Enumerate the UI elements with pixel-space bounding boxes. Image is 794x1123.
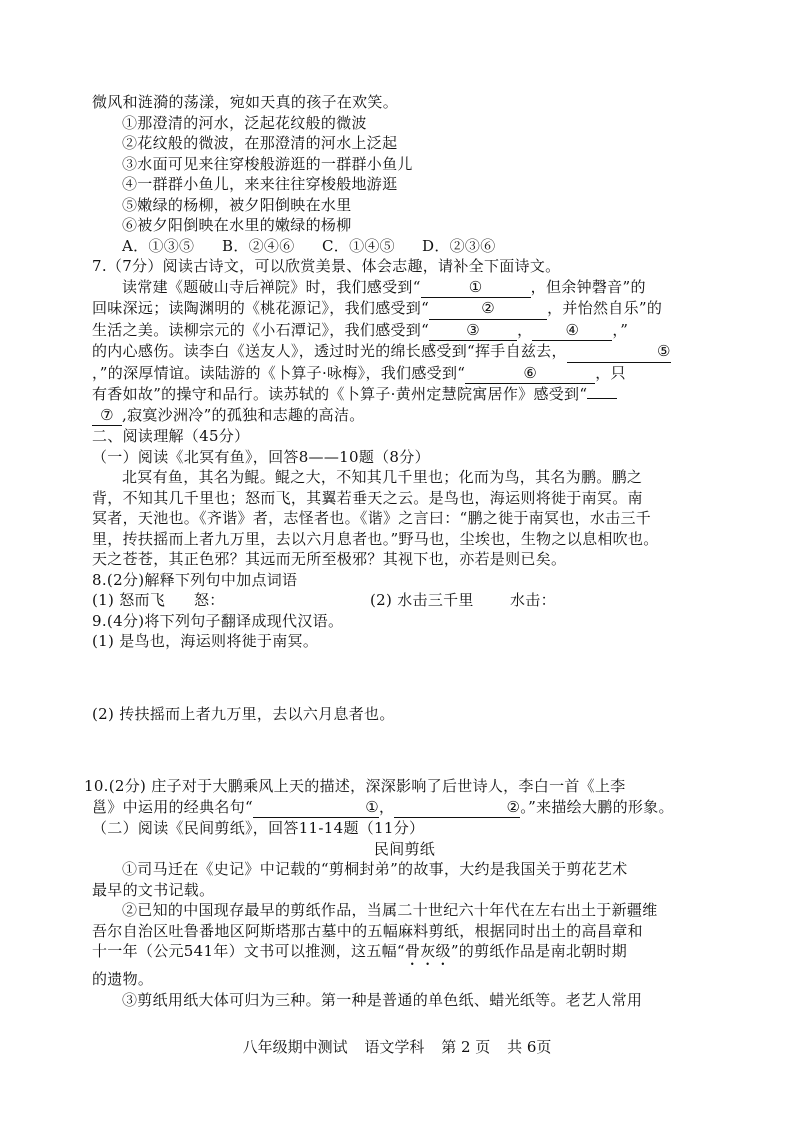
footer-grade: 八年级期中测试: [242, 1038, 348, 1056]
q8-a-answer[interactable]: 怒：: [194, 591, 225, 609]
q7-line: ，”的深厚情谊。读陆游的《卜算子·咏梅》，我们感受到“ ⑥ ，只: [92, 363, 717, 385]
passage-title: 民间剪纸: [373, 839, 436, 858]
q8-title: 8.(2分)解释下列句中加点词语: [92, 570, 298, 589]
passage-line: 冥者，天池也。《齐谐》者，志怪者也。《谐》之言曰：“鹏之徙于南冥也，水击三千: [92, 509, 652, 527]
passage-line: ②已知的中国现存最早的剪纸作品，当属二十世纪六十年代在左右出土于新疆维: [122, 901, 658, 919]
blank-5[interactable]: ⑤: [567, 341, 671, 363]
q6-stem-tail: 微风和涟漪的荡漾，宛如天真的孩子在欢笑。: [92, 93, 399, 111]
q6-options: [92, 236, 717, 257]
footer-subject: 语文学科: [364, 1038, 425, 1056]
q9-answer-area-2[interactable]: [92, 724, 717, 776]
section-2-heading: 二、阅读理解（45分）: [92, 427, 250, 445]
q8-b-answer[interactable]: 水击：: [510, 591, 556, 609]
q6-option-a: A．①③⑤: [122, 236, 195, 255]
q6-option-c: C．①④⑤: [322, 236, 395, 255]
q6-option-b: B．②④⑥: [222, 236, 295, 255]
passage-line: 天之苍苍，其正色邪？其远而无所至极邪？其视下也，亦若是则已矣。: [92, 550, 567, 568]
q7-line: 读常建《题破山寺后禅院》时，我们感受到“ ① ，但余钟磬音”的: [92, 277, 717, 299]
q6-item: ⑥被夕阳倒映在水里的嫩绿的杨柳: [122, 216, 352, 234]
passage-line: 北冥有鱼，其名为鲲。鲲之大，不知其几千里也；化而为鸟，其名为鹏。鹏之: [122, 468, 643, 486]
blank-1[interactable]: ①: [421, 277, 531, 299]
q6-option-d: D．②③⑥: [422, 236, 496, 255]
part-1-heading: （一）阅读《北冥有鱼》，回答8——10题（8分）: [92, 447, 430, 466]
part-2-heading: （二）阅读《民间剪纸》，回答11-14题（11分）: [92, 819, 425, 837]
q6-items: [92, 113, 717, 236]
passage-line: 里，抟扶摇而上者九万里，去以六月息者也。”野马也，尘埃也，生物之以息相吹也。: [92, 529, 659, 548]
blank-4[interactable]: ④: [532, 320, 612, 342]
q10-line-1: 10.(2分) 庄子对于大鹏乘风上天的描述，深深影响了后世诗人，李白一首《上李: [84, 777, 626, 795]
passage-line: 的遗物。: [92, 970, 154, 988]
q10-line-2: 邕》中运用的经典名句“ ①， ②。”来描绘大鹏的形象。: [92, 797, 717, 819]
q7-line: 生活之美。读柳宗元的《小石潭记》，我们感受到“ ③ ， ④ ，”: [92, 320, 717, 342]
q9-title: 9.(4分)将下列句子翻译成现代汉语。: [92, 611, 344, 630]
q8-items: [92, 590, 717, 611]
blank-7-start[interactable]: [587, 398, 617, 399]
footer-total: 共 6页: [507, 1038, 552, 1056]
passage-line: 吾尔自治区吐鲁番地区阿斯塔那古墓中的五幅麻料剪纸，根据同时出土的高昌章和: [92, 921, 643, 940]
passage-line: ①司马迁在《史记》中记载的“剪桐封弟”的故事，大约是我国关于剪花艺术: [122, 860, 628, 878]
footer-page: 第 2 页: [441, 1038, 491, 1056]
q7-line: 的内心感伤。读李白《送友人》，透过时光的绵长感受到“挥手自兹去， ⑤: [92, 341, 717, 363]
passage-beiming: [92, 467, 717, 570]
blank-2[interactable]: ②: [429, 298, 547, 320]
blank-6[interactable]: ⑥: [465, 363, 595, 385]
q6-item: ③水面可见来往穿梭般游逛的一群群小鱼儿: [122, 154, 413, 173]
q6-item: ②花纹般的微波，在那澄清的河水上泛起: [122, 134, 398, 152]
q10-blank-1[interactable]: ①: [253, 797, 379, 819]
q9-sentence-1: (1) 是鸟也，海运则将徙于南冥。: [92, 632, 319, 650]
passage-line: 十一年（公元541年）文书可以推测，这五幅“骨灰级”的剪纸作品是南北朝时期: [92, 942, 628, 960]
q8-a-label: (1) 怒而飞: [92, 591, 166, 609]
q10-blank-2[interactable]: ②: [394, 797, 520, 819]
blank-3[interactable]: ③: [429, 320, 517, 342]
passage-line: ③剪纸用纸大体可归为三种。第一种是普通的单色纸、蜡光纸等。老艺人常用: [122, 990, 643, 1009]
blank-7[interactable]: ⑦: [92, 405, 122, 427]
q6-item: ④一群群小鱼儿，来来往往穿梭般地游逛: [122, 175, 398, 193]
exam-page: [84, 92, 717, 1010]
q8-b-label: (2) 水击三千里: [370, 591, 474, 609]
passage-line: 背，不知其几千里也；怒而飞，其翼若垂天之云。是鸟也，海运则将徙于南冥。南: [92, 488, 643, 507]
emphasized-word: 骨灰级: [404, 942, 451, 960]
q9-answer-area-1[interactable]: [92, 652, 717, 704]
q6-item: ⑤嫩绿的杨柳，被夕阳倒映在水里: [122, 195, 352, 214]
q7-line: 有香如故”的操守和品行。读苏轼的《卜算子·黄州定慧院寓居作》感受到“: [92, 384, 717, 405]
q7-line: ⑦ ,寂寞沙洲冷”的孤独和志趣的高洁。: [92, 405, 717, 427]
q7-title: 7.（7分）阅读古诗文，可以欣赏美景、体会志趣，请补全下面诗文。: [92, 257, 561, 275]
q6-item: ①那澄清的河水，泛起花纹般的微波: [122, 113, 367, 132]
q9-sentence-2: (2) 抟扶摇而上者九万里，去以六月息者也。: [92, 704, 395, 723]
q7-line: 回味深远；读陶渊明的《桃花源记》，我们感受到“ ② ，并怡然自乐”的: [92, 298, 717, 320]
page-footer: [0, 1036, 794, 1057]
passage-line: 最早的文书记载。: [92, 880, 215, 899]
